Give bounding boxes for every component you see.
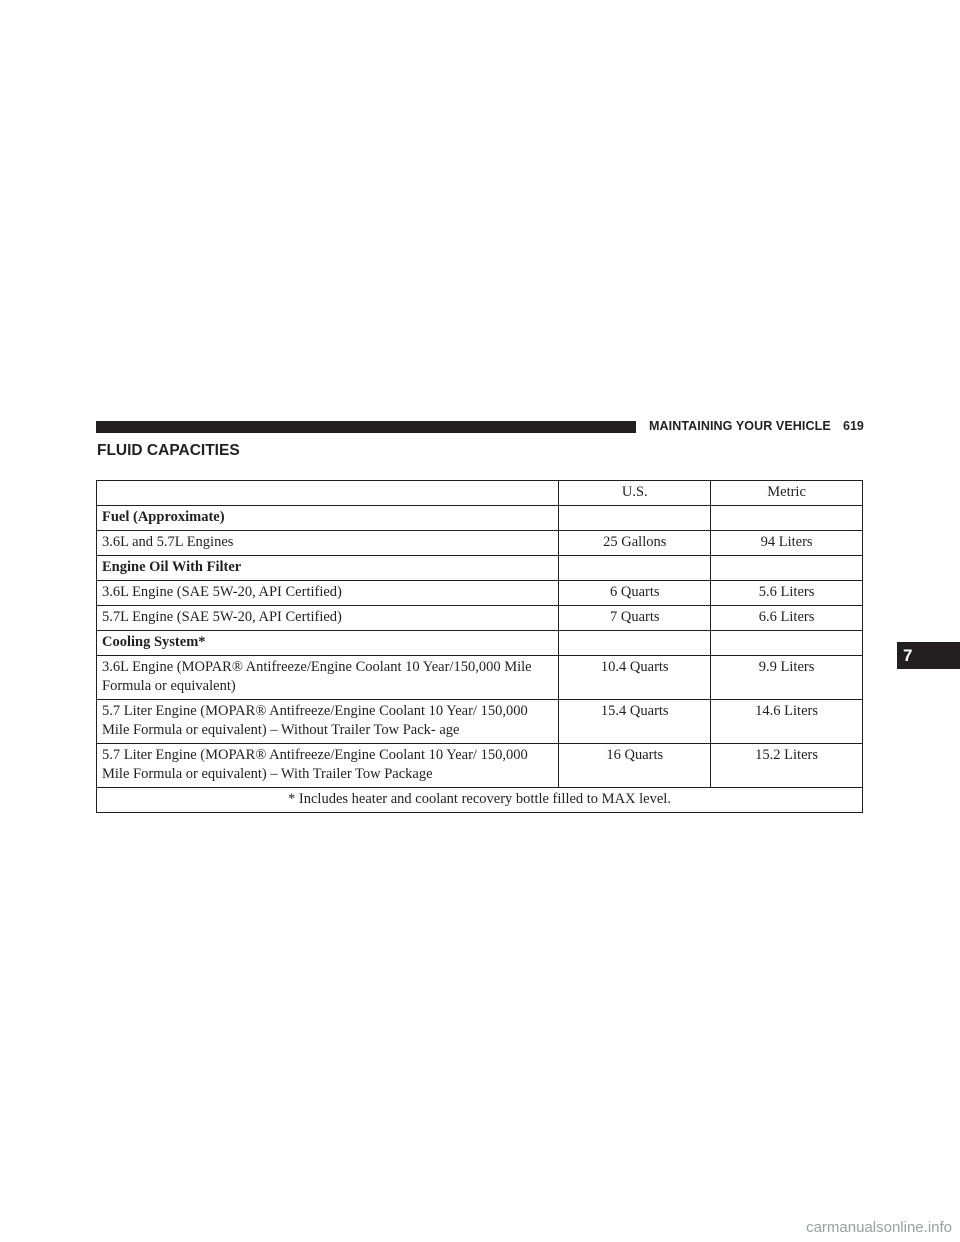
table-row-category xyxy=(97,556,863,581)
column-header-metric: Metric xyxy=(711,481,863,506)
row-metric-value: 94 Liters xyxy=(711,531,863,556)
table-row-category xyxy=(97,506,863,531)
row-label: 3.6L and 5.7L Engines xyxy=(97,531,559,556)
table-row-category xyxy=(97,631,863,656)
row-label: Engine Oil With Filter xyxy=(97,556,559,581)
row-us-value: 15.4 Quarts xyxy=(559,700,711,744)
column-header-us: U.S. xyxy=(559,481,711,506)
row-us-value: 16 Quarts xyxy=(559,744,711,788)
row-us-value: 10.4 Quarts xyxy=(559,656,711,700)
table-row xyxy=(97,606,863,631)
table-row xyxy=(97,581,863,606)
row-metric-value xyxy=(711,506,863,531)
row-label: 5.7L Engine (SAE 5W-20, API Certified) xyxy=(97,606,559,631)
running-header-section: MAINTAINING YOUR VEHICLE xyxy=(649,419,831,433)
table-row xyxy=(97,656,863,700)
row-us-value: 25 Gallons xyxy=(559,531,711,556)
row-us-value xyxy=(559,506,711,531)
table-row xyxy=(97,531,863,556)
row-metric-value xyxy=(711,631,863,656)
table-footnote: * Includes heater and coolant recovery bottle filled to MAX level. xyxy=(97,788,863,813)
table-footnote-row xyxy=(97,788,863,813)
fluid-capacities-table xyxy=(96,480,863,813)
table-row xyxy=(97,744,863,788)
row-label: Cooling System* xyxy=(97,631,559,656)
row-metric-value xyxy=(711,556,863,581)
row-label: 5.7 Liter Engine (MOPAR® Antifreeze/Engine Coolant 10 Year/ 150,000 Mile Formula or equivalent) – With Trailer Tow Package xyxy=(97,744,559,788)
header-rule xyxy=(96,421,636,433)
row-metric-value: 5.6 Liters xyxy=(711,581,863,606)
row-us-value xyxy=(559,631,711,656)
row-label: 3.6L Engine (SAE 5W-20, API Certified) xyxy=(97,581,559,606)
column-header-description xyxy=(97,481,559,506)
table-row xyxy=(97,700,863,744)
watermark: carmanualsonline.info xyxy=(806,1219,952,1236)
row-us-value: 7 Quarts xyxy=(559,606,711,631)
row-metric-value: 6.6 Liters xyxy=(711,606,863,631)
row-metric-value: 15.2 Liters xyxy=(711,744,863,788)
row-us-value xyxy=(559,556,711,581)
page-title: FLUID CAPACITIES xyxy=(97,442,240,459)
row-us-value: 6 Quarts xyxy=(559,581,711,606)
chapter-tab: 7 xyxy=(897,642,960,669)
row-metric-value: 9.9 Liters xyxy=(711,656,863,700)
table-header-row xyxy=(97,481,863,506)
page-number: 619 xyxy=(843,419,864,433)
row-metric-value: 14.6 Liters xyxy=(711,700,863,744)
row-label: 5.7 Liter Engine (MOPAR® Antifreeze/Engine Coolant 10 Year/ 150,000 Mile Formula or equivalent) – Without Trailer Tow Pack- age xyxy=(97,700,559,744)
row-label: 3.6L Engine (MOPAR® Antifreeze/Engine Coolant 10 Year/150,000 Mile Formula or equivalent) xyxy=(97,656,559,700)
row-label: Fuel (Approximate) xyxy=(97,506,559,531)
